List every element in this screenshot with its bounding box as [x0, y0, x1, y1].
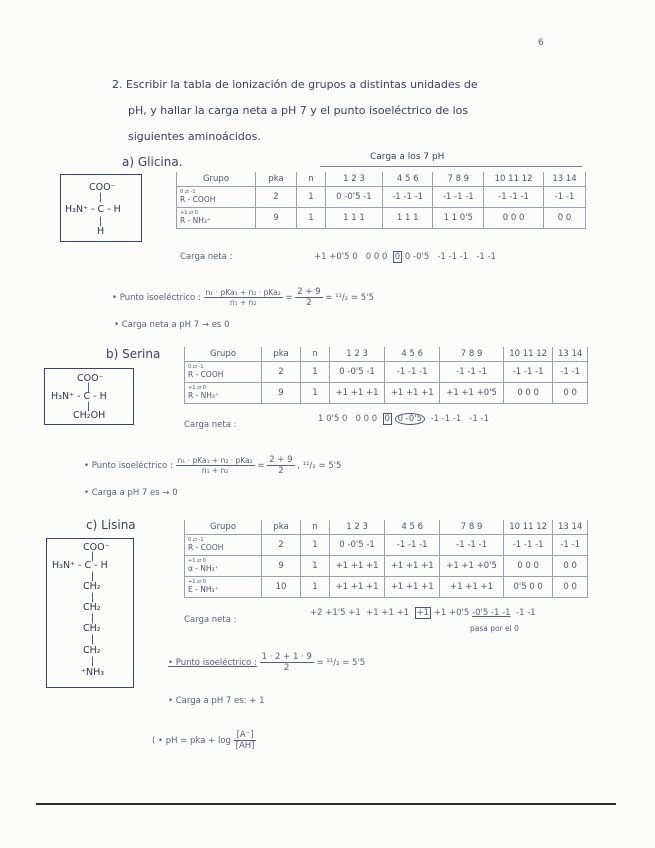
serine-net-values: 1 0'5 0 0 0 0 0 0 -0'5 -1 -1 -1 -1 -1	[318, 414, 490, 424]
col-ph-10-12: 10 11 12	[484, 172, 544, 187]
glycine-title: a) Glicina.	[122, 155, 183, 169]
glycine-pi: • Punto isoeléctrico : $\frac{\text{n₁ · pKa₁ + n₂ · pKa₂}}{\text{n₁ + n₂}}$ = $\frac{2 + 9}{2}$ = ¹¹/₂ = 5'5	[112, 287, 374, 308]
exercise-line-3: siguientes aminoácidos.	[128, 130, 261, 143]
lysine-net-note: pasa por el 0	[470, 624, 519, 633]
col-ph-13-14: 13 14	[544, 172, 586, 187]
serine-net-ph7: • Carga a pH 7 es → 0	[84, 488, 178, 498]
serine-net-label: Carga neta :	[184, 420, 237, 430]
lysine-structure: COO⁻ | H₃N⁺ - C - H | CH₂ | CH₂ | CH₂ | CH₂ | ⁺NH₃	[46, 538, 134, 688]
col-ph-1-3: 1 2 3	[326, 172, 383, 187]
henderson-hasselbalch-formula: ( • pH = pka + log $\frac{[A^-]}{[AH]}$	[152, 730, 255, 751]
lysine-pi: • Punto isoeléctrico : $\frac{1 \cdot 2 + 1 \cdot 9}{2}$ = ¹¹/₂ = 5'5	[168, 652, 366, 673]
table-row: +1 ⇄ 0 α - NH₃⁺ 9 1 +1 +1 +1 +1 +1 +1 +1 +1 +0'5 0 0 0 0 0	[185, 556, 588, 577]
table-row: 0 ⇄ -1 R - COOH 2 1 0 -0'5 -1 -1 -1 -1 -1 -1 -1 -1 -1 -1 -1 -1	[177, 187, 586, 208]
lysine-net-values: +2 +1'5 +1 +1 +1 +1 +1 +1 +0'5 -0'5 -1 -1 -1 -1	[310, 608, 536, 618]
serine-title: b) Serina	[106, 347, 161, 361]
exercise-line-1: 2. Escribir la tabla de ionización de grupos a distintas unidades de	[112, 78, 478, 91]
col-pka: pka	[256, 172, 297, 187]
exercise-line-2: pH, y hallar la carga neta a pH 7 y el punto isoeléctrico de los	[128, 104, 469, 117]
glycine-ionization-table	[176, 172, 586, 229]
glycine-net-label: Carga neta :	[180, 252, 233, 262]
col-ph-4-6: 4 5 6	[382, 172, 433, 187]
glycine-net-values: +1 +0'5 0 0 0 0 0 0 -0'5 -1 -1 -1 -1 -1	[314, 252, 496, 262]
glycine-struct-mid: H₃N⁺ - C - H	[65, 204, 121, 215]
page-bottom-rule	[36, 803, 616, 805]
serine-structure: COO⁻ | H₃N⁺ - C - H | CH₂OH	[44, 368, 134, 425]
col-group: Grupo	[177, 172, 256, 187]
glycine-net-ph7: • Carga neta a pH 7 → es 0	[114, 320, 230, 330]
serine-ionization-table: Grupo pka n 1 2 3 4 5 6 7 8 9 10 11 12 13 14 0 ⇄ -1 R - COOH 2 1 0 -0'5 -1 -1 -1 -1 -1 -1 -1 -1 -1 -1 -1 -1 +1 ⇄ 0 R - NH₃⁺ 9 1 +1 +1 +1 +1 +1 +1 +1 +1 +0'5 0 0 0 0 0	[184, 347, 588, 404]
glycine-struct-top: COO⁻	[89, 182, 116, 193]
table-row: +1 ⇄ 0 R - NH₃⁺ 9 1 1 1 1 1 1 1 1 1 0'5 0 0 0 0 0	[177, 208, 586, 229]
col-n: n	[297, 172, 326, 187]
serine-pi: • Punto isoeléctrico : $\frac{\text{n₁ · pKa₁ + n₂ · pKa₂}}{\text{n₁ + n₂}}$ = $\frac{2 + 9}{2}$ , ¹¹/₂ = 5'5	[84, 455, 342, 476]
lysine-net-ph7: • Carga a pH 7 es: + 1	[168, 696, 265, 706]
glycine-structure: COO⁻ | H₃N⁺ - C - H | H	[60, 174, 142, 242]
lysine-title: c) Lisina	[86, 518, 136, 532]
table-row: 0 ⇄ -1 R - COOH 2 1 0 -0'5 -1 -1 -1 -1 -1 -1 -1 -1 -1 -1 -1 -1	[185, 362, 588, 383]
table-row: +1 ⇄ 0 E - NH₃⁺ 10 1 +1 +1 +1 +1 +1 +1 +1 +1 +1 0'5 0 0 0 0	[185, 577, 588, 598]
table-row: +1 ⇄ 0 R - NH₃⁺ 9 1 +1 +1 +1 +1 +1 +1 +1 +1 +0'5 0 0 0 0 0	[185, 383, 588, 404]
lysine-net-label: Carga neta :	[184, 615, 237, 625]
page-mark: 6	[538, 38, 544, 48]
glycine-struct-bottom: H	[97, 226, 105, 237]
glycine-charge-header: Carga a los 7 pH	[370, 152, 445, 162]
col-ph-7-9: 7 8 9	[433, 172, 484, 187]
table-row: 0 ⇄ -1 R - COOH 2 1 0 -0'5 -1 -1 -1 -1 -1 -1 -1 -1 -1 -1 -1 -1	[185, 535, 588, 556]
charge-header-rule	[320, 166, 582, 167]
lysine-ionization-table: Grupo pka n 1 2 3 4 5 6 7 8 9 10 11 12 13 14 0 ⇄ -1 R - COOH 2 1 0 -0'5 -1 -1 -1 -1 -1 -1 -1 -1 -1 -1 -1 -1 +1 ⇄ 0 α - NH₃⁺ 9 1 +1 +1 +1 +1 +1 +1 +1 +1 +0'5 0 0 0 0 0 +1 ⇄ 0 E - NH₃⁺ 10 1 +1 +1 +1 +1 +1 +1 +1 +1 +1 0'5 0 0 0 0	[184, 520, 588, 598]
